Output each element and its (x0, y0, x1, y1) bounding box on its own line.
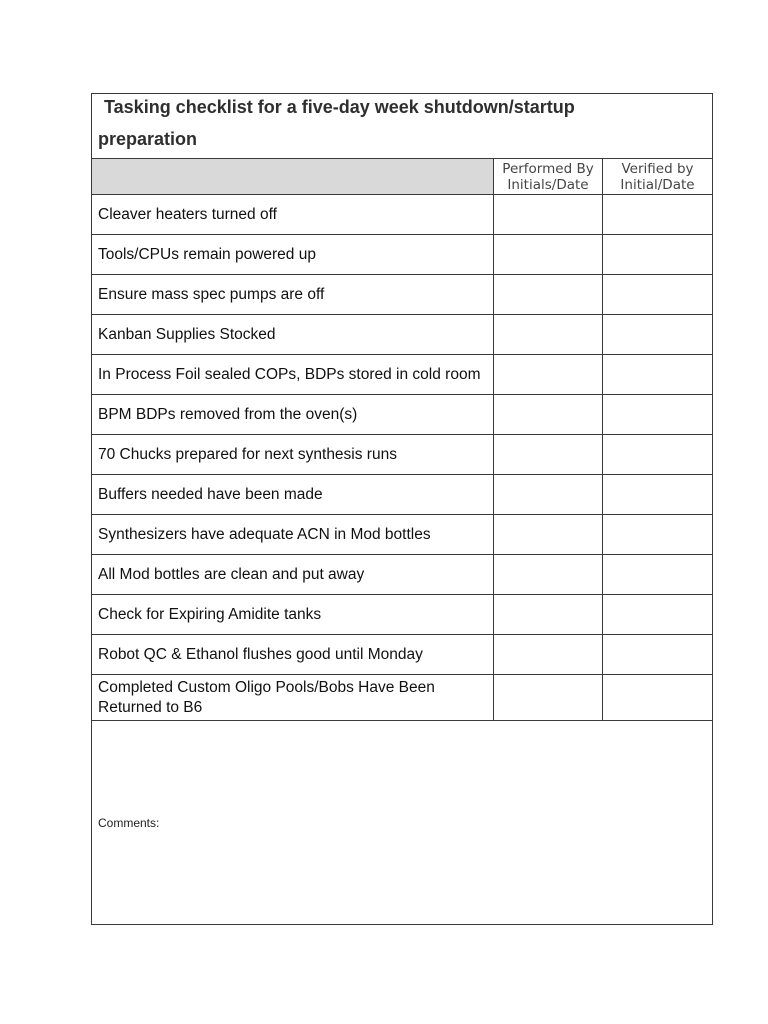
comments-row (92, 721, 713, 925)
header-row (92, 159, 713, 195)
checklist-row (92, 395, 713, 435)
task-cell: BPM BDPs removed from the oven(s) (92, 395, 494, 435)
title-row (92, 94, 713, 159)
verified-by-cell (603, 235, 713, 275)
performed-by-cell (494, 315, 603, 355)
verified-by-cell (603, 635, 713, 675)
performed-by-cell (494, 635, 603, 675)
comments-cell (92, 721, 713, 925)
verified-by-cell (603, 195, 713, 235)
verified-by-cell (603, 555, 713, 595)
verified-by-cell (603, 275, 713, 315)
performed-by-cell (494, 515, 603, 555)
verified-by-header: Verified by Initial/Date (603, 159, 713, 195)
header-blank-cell (92, 159, 494, 195)
performed-by-cell (494, 275, 603, 315)
checklist-row (92, 515, 713, 555)
verified-by-cell (603, 395, 713, 435)
checklist-row (92, 555, 713, 595)
title-cell (92, 94, 713, 159)
verified-by-cell (603, 675, 713, 721)
comments-label: Comments: (98, 815, 160, 830)
checklist-row (92, 475, 713, 515)
verified-by-cell (603, 475, 713, 515)
performed-by-cell (494, 675, 603, 721)
performed-by-cell (494, 595, 603, 635)
checklist-row (92, 195, 713, 235)
task-cell: Tools/CPUs remain powered up (92, 235, 494, 275)
checklist-table (91, 93, 713, 925)
checklist-row (92, 635, 713, 675)
checklist-row (92, 315, 713, 355)
task-cell: Robot QC & Ethanol flushes good until Monday (92, 635, 494, 675)
task-cell: Ensure mass spec pumps are off (92, 275, 494, 315)
checklist-row (92, 595, 713, 635)
checklist-row (92, 355, 713, 395)
performed-by-cell (494, 555, 603, 595)
task-cell: All Mod bottles are clean and put away (92, 555, 494, 595)
task-cell: In Process Foil sealed COPs, BDPs stored in cold room (92, 355, 494, 395)
checklist-title: Tasking checklist for a five-day week shutdown/startup preparation (98, 97, 575, 149)
task-cell: Cleaver heaters turned off (92, 195, 494, 235)
task-cell: Completed Custom Oligo Pools/Bobs Have Been Returned to B6 (92, 675, 494, 721)
performed-by-cell (494, 235, 603, 275)
checklist-row (92, 235, 713, 275)
verified-by-cell (603, 355, 713, 395)
checklist-row (92, 275, 713, 315)
verified-by-cell (603, 435, 713, 475)
performed-by-cell (494, 195, 603, 235)
performed-by-cell (494, 435, 603, 475)
task-cell: 70 Chucks prepared for next synthesis runs (92, 435, 494, 475)
checklist-row (92, 435, 713, 475)
performed-by-cell (494, 475, 603, 515)
checklist-row (92, 675, 713, 721)
task-cell: Kanban Supplies Stocked (92, 315, 494, 355)
verified-by-cell (603, 515, 713, 555)
performed-by-cell (494, 395, 603, 435)
task-cell: Synthesizers have adequate ACN in Mod bottles (92, 515, 494, 555)
verified-by-cell (603, 315, 713, 355)
performed-by-header: Performed By Initials/Date (494, 159, 603, 195)
task-cell: Check for Expiring Amidite tanks (92, 595, 494, 635)
task-cell: Buffers needed have been made (92, 475, 494, 515)
performed-by-cell (494, 355, 603, 395)
verified-by-cell (603, 595, 713, 635)
